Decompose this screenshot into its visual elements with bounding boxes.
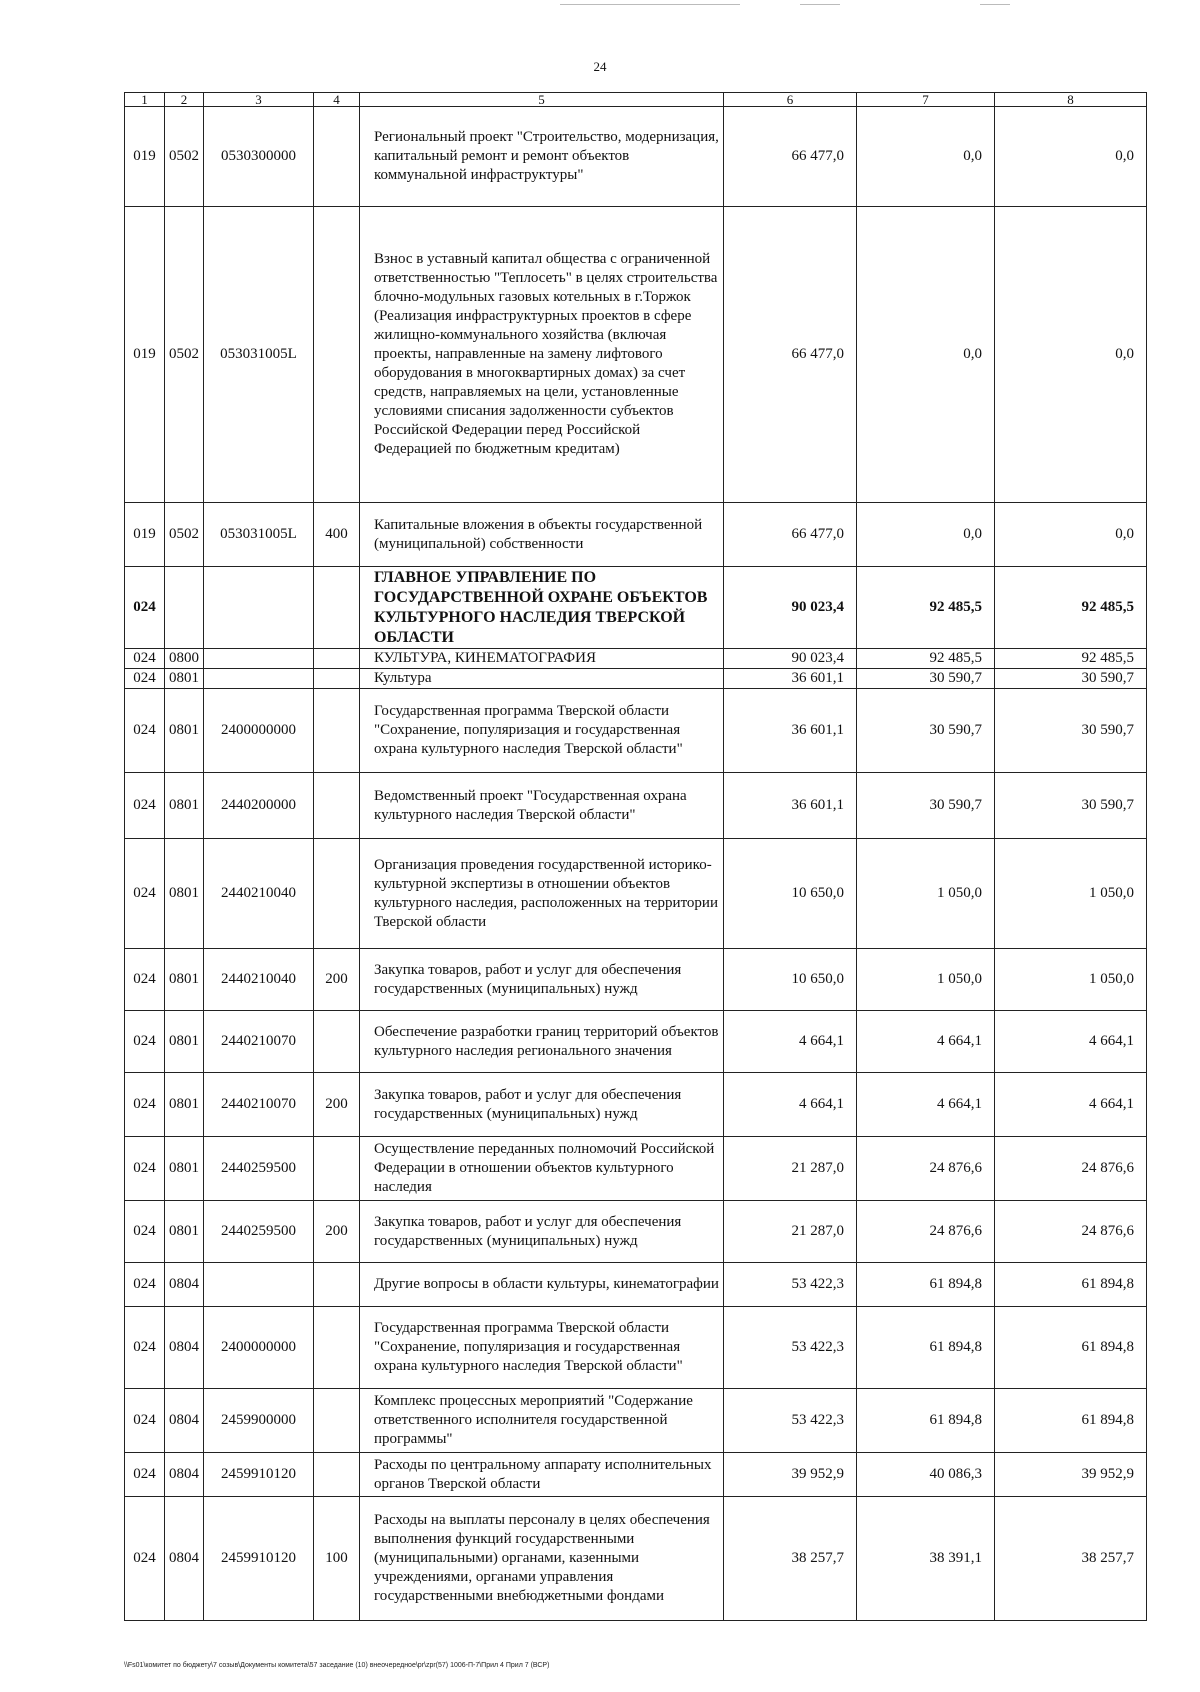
expense-type-cell: 400 [314, 503, 360, 567]
column-number-row [125, 93, 1147, 107]
amount-cell: 21 287,0 [724, 1137, 857, 1201]
amount-cell: 10 650,0 [724, 839, 857, 949]
admin-code-cell: 024 [125, 1201, 165, 1263]
admin-code-cell: 024 [125, 1263, 165, 1307]
target-article-cell [204, 649, 314, 669]
amount-cell: 92 485,5 [857, 649, 995, 669]
amount-cell: 36 601,1 [724, 773, 857, 839]
description-cell: Ведомственный проект "Государственная охрана культурного наследия Тверской области" [360, 773, 724, 839]
expense-type-cell [314, 1307, 360, 1389]
target-article-cell: 2400000000 [204, 1307, 314, 1389]
amount-cell: 39 952,9 [724, 1453, 857, 1497]
section-code-cell: 0801 [165, 1137, 204, 1201]
admin-code-cell: 024 [125, 649, 165, 669]
amount-cell: 92 485,5 [995, 649, 1147, 669]
section-code-cell: 0804 [165, 1497, 204, 1621]
table-row [125, 207, 1147, 503]
amount-cell: 4 664,1 [995, 1011, 1147, 1073]
amount-cell: 4 664,1 [857, 1011, 995, 1073]
description-cell: Закупка товаров, работ и услуг для обеспечения государственных (муниципальных) нужд [360, 1073, 724, 1137]
table-row [125, 773, 1147, 839]
section-code-cell: 0800 [165, 649, 204, 669]
table-row [125, 503, 1147, 567]
amount-cell: 0,0 [857, 107, 995, 207]
section-code-cell: 0801 [165, 949, 204, 1011]
amount-cell: 0,0 [857, 207, 995, 503]
section-code-cell: 0804 [165, 1263, 204, 1307]
section-code-cell: 0804 [165, 1453, 204, 1497]
amount-cell: 39 952,9 [995, 1453, 1147, 1497]
section-code-cell: 0801 [165, 839, 204, 949]
expense-type-cell [314, 689, 360, 773]
amount-cell: 92 485,5 [857, 567, 995, 649]
amount-cell: 0,0 [995, 207, 1147, 503]
amount-cell: 53 422,3 [724, 1307, 857, 1389]
description-cell: Государственная программа Тверской области "Сохранение, популяризация и государственная охрана культурного наследия Тверской области" [360, 689, 724, 773]
amount-cell: 24 876,6 [995, 1137, 1147, 1201]
amount-cell: 4 664,1 [724, 1073, 857, 1137]
expense-type-cell [314, 1011, 360, 1073]
target-article-cell: 053031005L [204, 503, 314, 567]
section-code-cell: 0502 [165, 503, 204, 567]
description-cell: Государственная программа Тверской области "Сохранение, популяризация и государственная охрана культурного наследия Тверской области" [360, 1307, 724, 1389]
target-article-cell: 2440210040 [204, 949, 314, 1011]
section-code-cell: 0801 [165, 1011, 204, 1073]
table-row [125, 1263, 1147, 1307]
file-path-footer: \\Fs01\комитет по бюджету\7 созыв\Документы комитета\57 заседание (10) внеочередное\pr\zpr(57) 1006-П-7\Прил 4 Прил 7 (ВСР) [124, 1662, 550, 1669]
expense-type-cell [314, 1389, 360, 1453]
section-code-cell: 0801 [165, 1073, 204, 1137]
amount-cell: 1 050,0 [995, 839, 1147, 949]
description-cell: Организация проведения государственной историко-культурной экспертизы в отношении объектов культурного наследия, расположенных на территории Тверской области [360, 839, 724, 949]
amount-cell: 24 876,6 [995, 1201, 1147, 1263]
amount-cell: 61 894,8 [995, 1389, 1147, 1453]
amount-cell: 30 590,7 [857, 689, 995, 773]
scan-artifact [560, 4, 740, 5]
table-row [125, 949, 1147, 1011]
scan-artifact [800, 4, 840, 5]
target-article-cell: 2400000000 [204, 689, 314, 773]
description-cell: ГЛАВНОЕ УПРАВЛЕНИЕ ПО ГОСУДАРСТВЕННОЙ ОХРАНЕ ОБЪЕКТОВ КУЛЬТУРНОГО НАСЛЕДИЯ ТВЕРСКОЙ ОБЛАСТИ [360, 567, 724, 649]
amount-cell: 10 650,0 [724, 949, 857, 1011]
column-header: 8 [995, 93, 1147, 107]
section-code-cell: 0804 [165, 1307, 204, 1389]
amount-cell: 30 590,7 [995, 773, 1147, 839]
amount-cell: 4 664,1 [724, 1011, 857, 1073]
description-cell: Комплекс процессных мероприятий "Содержание ответственного исполнителя государственной программы" [360, 1389, 724, 1453]
amount-cell: 61 894,8 [857, 1307, 995, 1389]
table-row [125, 689, 1147, 773]
table-row [125, 1011, 1147, 1073]
admin-code-cell: 019 [125, 207, 165, 503]
admin-code-cell: 024 [125, 669, 165, 689]
target-article-cell: 2440259500 [204, 1201, 314, 1263]
expense-type-cell [314, 773, 360, 839]
section-code-cell: 0801 [165, 669, 204, 689]
admin-code-cell: 019 [125, 503, 165, 567]
admin-code-cell: 024 [125, 773, 165, 839]
section-code-cell: 0801 [165, 773, 204, 839]
target-article-cell: 2459910120 [204, 1453, 314, 1497]
expense-type-cell [314, 107, 360, 207]
table-row [125, 567, 1147, 649]
section-code-cell: 0502 [165, 107, 204, 207]
column-header: 1 [125, 93, 165, 107]
expense-type-cell [314, 207, 360, 503]
amount-cell: 0,0 [995, 503, 1147, 567]
description-cell: КУЛЬТУРА, КИНЕМАТОГРАФИЯ [360, 649, 724, 669]
amount-cell: 30 590,7 [995, 669, 1147, 689]
table-row [125, 1073, 1147, 1137]
table-row [125, 1497, 1147, 1621]
admin-code-cell: 024 [125, 949, 165, 1011]
admin-code-cell: 024 [125, 1497, 165, 1621]
target-article-cell [204, 1263, 314, 1307]
amount-cell: 92 485,5 [995, 567, 1147, 649]
table-row [125, 839, 1147, 949]
target-article-cell: 2440210070 [204, 1011, 314, 1073]
table-row [125, 669, 1147, 689]
amount-cell: 4 664,1 [995, 1073, 1147, 1137]
target-article-cell: 2440200000 [204, 773, 314, 839]
table-body [125, 107, 1147, 1621]
description-cell: Осуществление переданных полномочий Российской Федерации в отношении объектов культурного наследия [360, 1137, 724, 1201]
admin-code-cell: 024 [125, 567, 165, 649]
amount-cell: 30 590,7 [857, 669, 995, 689]
target-article-cell: 0530300000 [204, 107, 314, 207]
admin-code-cell: 024 [125, 1073, 165, 1137]
amount-cell: 1 050,0 [995, 949, 1147, 1011]
admin-code-cell: 024 [125, 1137, 165, 1201]
expense-type-cell: 100 [314, 1497, 360, 1621]
amount-cell: 61 894,8 [995, 1307, 1147, 1389]
amount-cell: 4 664,1 [857, 1073, 995, 1137]
amount-cell: 21 287,0 [724, 1201, 857, 1263]
column-header: 6 [724, 93, 857, 107]
amount-cell: 61 894,8 [857, 1263, 995, 1307]
amount-cell: 90 023,4 [724, 649, 857, 669]
admin-code-cell: 024 [125, 1453, 165, 1497]
description-cell: Закупка товаров, работ и услуг для обеспечения государственных (муниципальных) нужд [360, 1201, 724, 1263]
amount-cell: 90 023,4 [724, 567, 857, 649]
section-code-cell: 0804 [165, 1389, 204, 1453]
amount-cell: 36 601,1 [724, 669, 857, 689]
expense-type-cell [314, 649, 360, 669]
table-row [125, 1389, 1147, 1453]
amount-cell: 66 477,0 [724, 207, 857, 503]
target-article-cell: 2440210070 [204, 1073, 314, 1137]
amount-cell: 61 894,8 [995, 1263, 1147, 1307]
description-cell: Культура [360, 669, 724, 689]
description-cell: Взнос в уставный капитал общества с ограниченной ответственностью "Теплосеть" в целях строительства блочно-модульных газовых котельных в г.Торжок (Реализация инфраструктурных проектов в сфере жилищно-коммунального хозяйства (включая проекты, направленные на замену лифтового оборудования в многоквартирных домах) за счет средств, направляемых на цели, установленные условиями списания задолженности субъектов Российской Федерации перед Российской Федерацией по бюджетным кредитам) [360, 207, 724, 503]
description-cell: Закупка товаров, работ и услуг для обеспечения государственных (муниципальных) нужд [360, 949, 724, 1011]
amount-cell: 40 086,3 [857, 1453, 995, 1497]
table-row [125, 649, 1147, 669]
admin-code-cell: 024 [125, 689, 165, 773]
expense-type-cell [314, 1137, 360, 1201]
amount-cell: 36 601,1 [724, 689, 857, 773]
amount-cell: 61 894,8 [857, 1389, 995, 1453]
expense-type-cell: 200 [314, 949, 360, 1011]
expense-type-cell [314, 1263, 360, 1307]
admin-code-cell: 024 [125, 1307, 165, 1389]
table-row [125, 1453, 1147, 1497]
admin-code-cell: 024 [125, 1389, 165, 1453]
admin-code-cell: 024 [125, 1011, 165, 1073]
page-number: 24 [593, 59, 607, 74]
target-article-cell: 2440210040 [204, 839, 314, 949]
expense-type-cell [314, 567, 360, 649]
expense-type-cell [314, 1453, 360, 1497]
column-header: 2 [165, 93, 204, 107]
table-row [125, 107, 1147, 207]
table-row [125, 1137, 1147, 1201]
target-article-cell [204, 567, 314, 649]
admin-code-cell: 019 [125, 107, 165, 207]
table-row [125, 1307, 1147, 1389]
amount-cell: 53 422,3 [724, 1263, 857, 1307]
column-header: 3 [204, 93, 314, 107]
expense-type-cell [314, 669, 360, 689]
amount-cell: 30 590,7 [857, 773, 995, 839]
expense-type-cell: 200 [314, 1201, 360, 1263]
amount-cell: 38 257,7 [724, 1497, 857, 1621]
target-article-cell: 053031005L [204, 207, 314, 503]
amount-cell: 30 590,7 [995, 689, 1147, 773]
description-cell: Расходы по центральному аппарату исполнительных органов Тверской области [360, 1453, 724, 1497]
admin-code-cell: 024 [125, 839, 165, 949]
section-code-cell: 0801 [165, 1201, 204, 1263]
amount-cell: 38 391,1 [857, 1497, 995, 1621]
section-code-cell: 0502 [165, 207, 204, 503]
target-article-cell: 2459900000 [204, 1389, 314, 1453]
target-article-cell [204, 669, 314, 689]
expense-type-cell: 200 [314, 1073, 360, 1137]
description-cell: Другие вопросы в области культуры, кинематографии [360, 1263, 724, 1307]
description-cell: Региональный проект "Строительство, модернизация, капитальный ремонт и ремонт объектов коммунальной инфраструктуры" [360, 107, 724, 207]
scan-artifact [980, 4, 1010, 5]
amount-cell: 0,0 [995, 107, 1147, 207]
budget-table [124, 92, 1147, 1621]
description-cell: Капитальные вложения в объекты государственной (муниципальной) собственности [360, 503, 724, 567]
section-code-cell [165, 567, 204, 649]
column-header: 7 [857, 93, 995, 107]
expense-type-cell [314, 839, 360, 949]
amount-cell: 24 876,6 [857, 1201, 995, 1263]
amount-cell: 1 050,0 [857, 949, 995, 1011]
amount-cell: 53 422,3 [724, 1389, 857, 1453]
table-row [125, 1201, 1147, 1263]
amount-cell: 66 477,0 [724, 503, 857, 567]
amount-cell: 0,0 [857, 503, 995, 567]
target-article-cell: 2440259500 [204, 1137, 314, 1201]
target-article-cell: 2459910120 [204, 1497, 314, 1621]
amount-cell: 1 050,0 [857, 839, 995, 949]
section-code-cell: 0801 [165, 689, 204, 773]
amount-cell: 24 876,6 [857, 1137, 995, 1201]
amount-cell: 66 477,0 [724, 107, 857, 207]
amount-cell: 38 257,7 [995, 1497, 1147, 1621]
column-header: 4 [314, 93, 360, 107]
description-cell: Обеспечение разработки границ территорий объектов культурного наследия регионального значения [360, 1011, 724, 1073]
column-header: 5 [360, 93, 724, 107]
description-cell: Расходы на выплаты персоналу в целях обеспечения выполнения функций государственными (муниципальными) органами, казенными учреждениями, органами управления государственными внебюджетными фондами [360, 1497, 724, 1621]
